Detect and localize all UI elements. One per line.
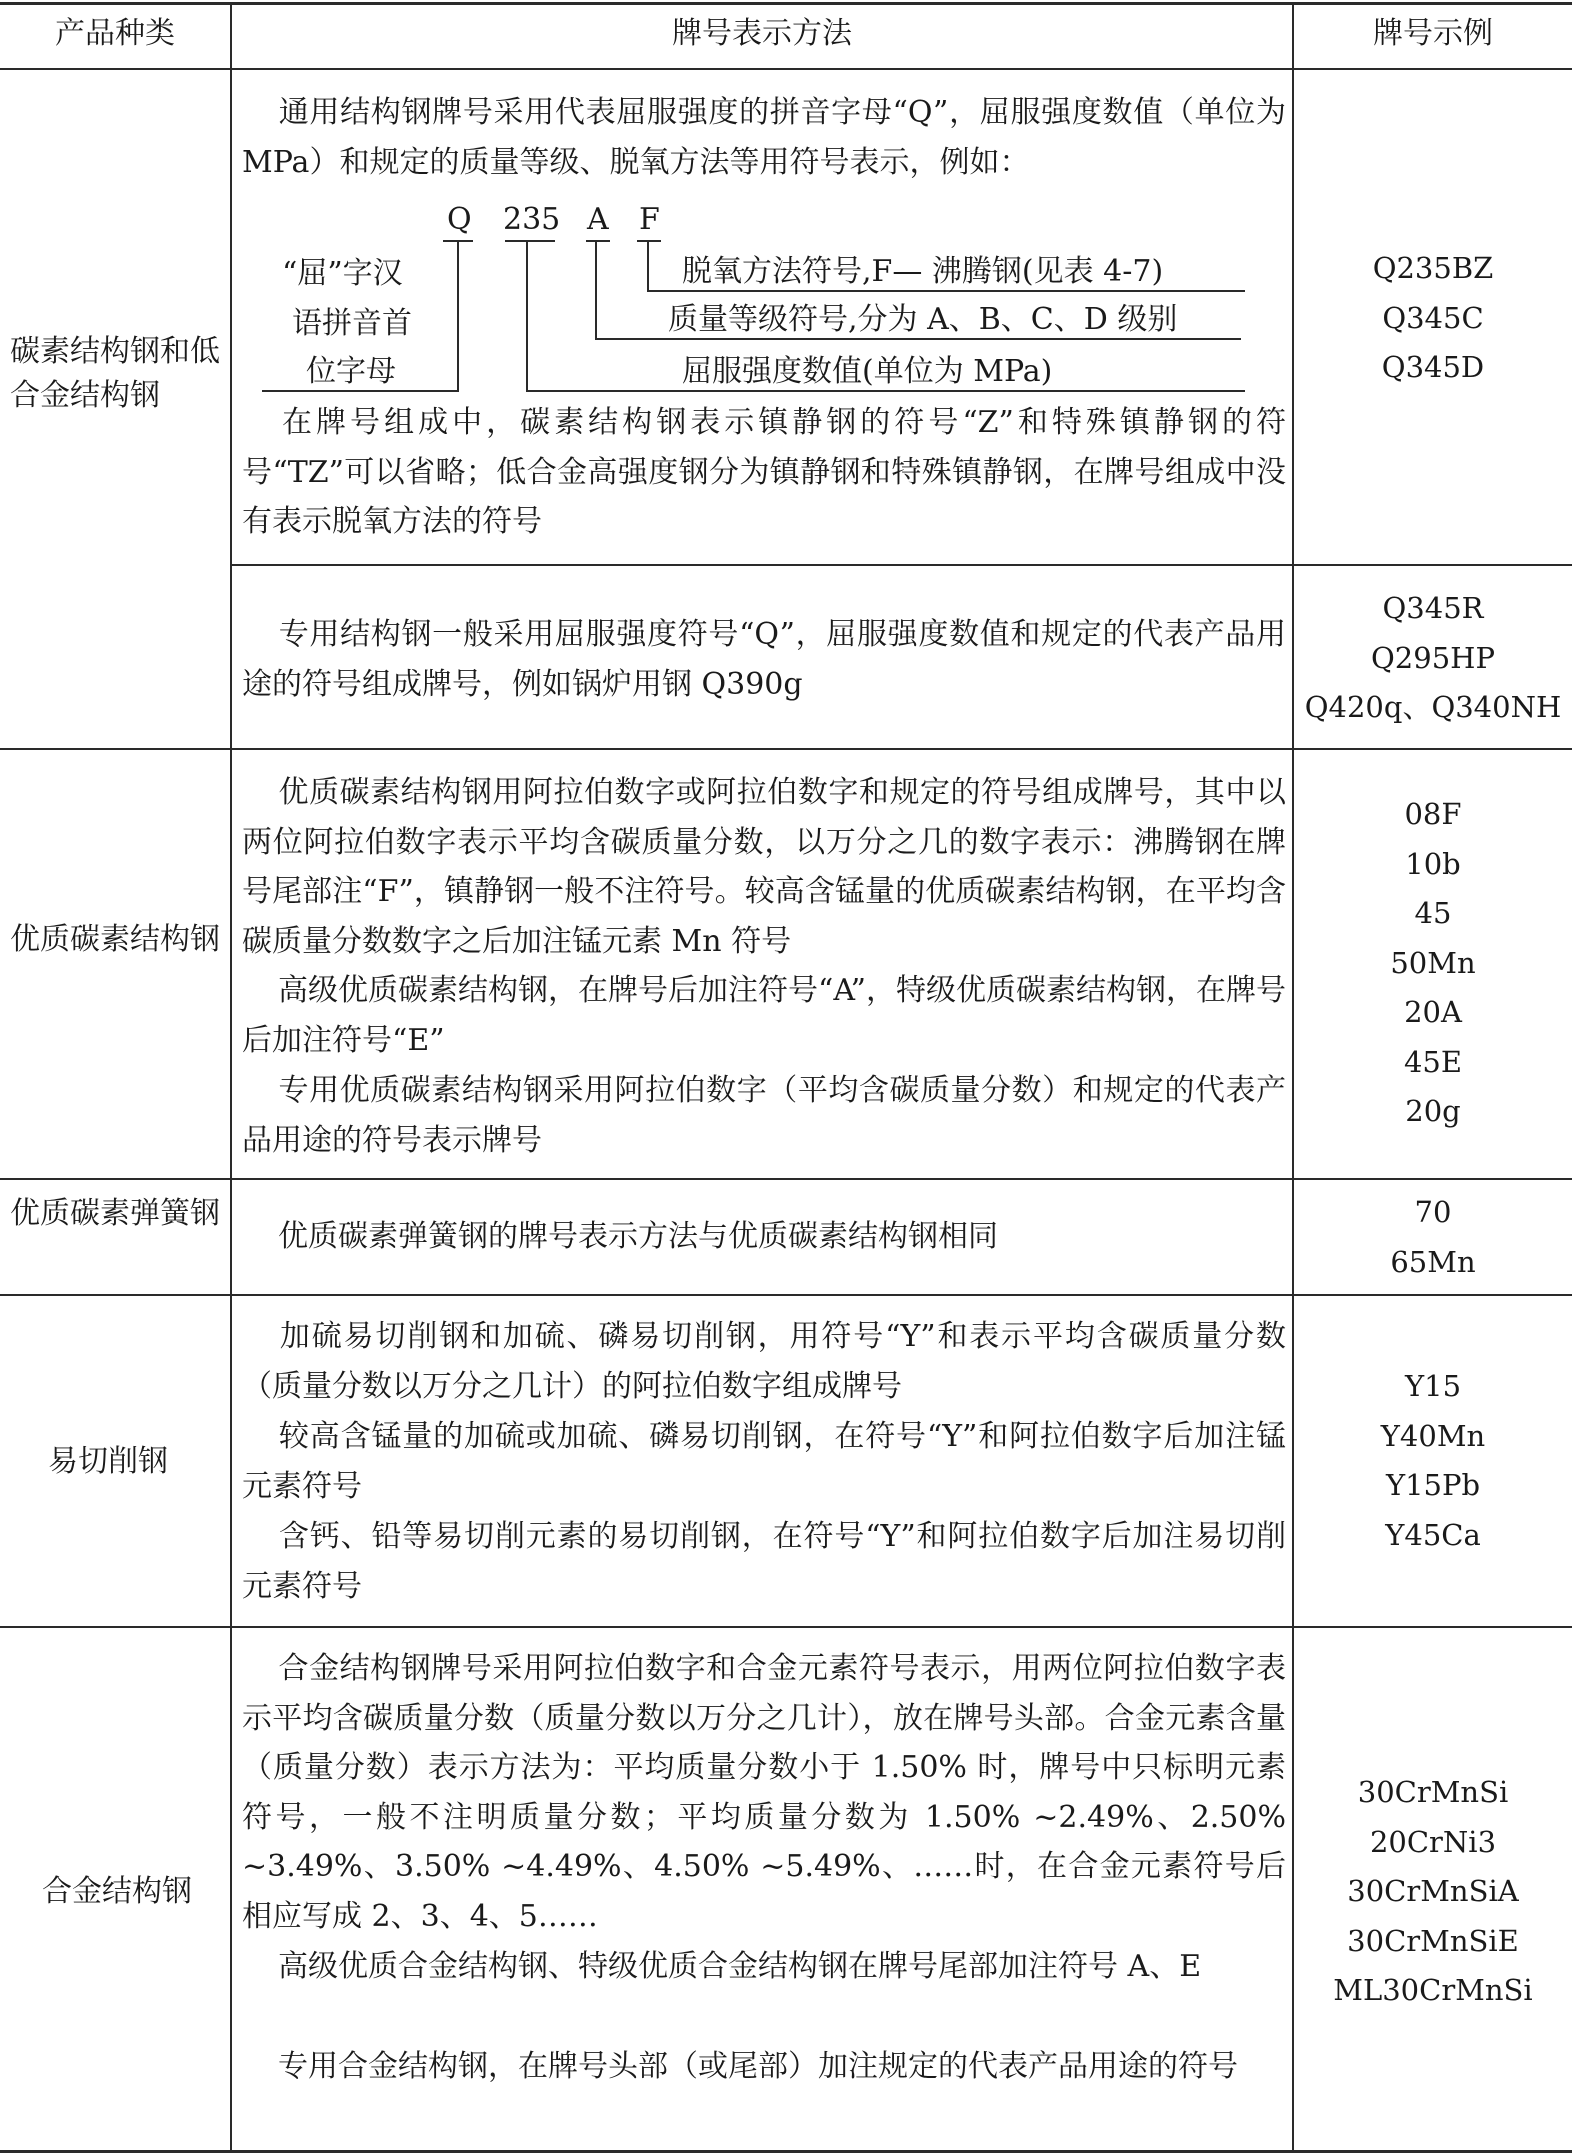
example-grade: 30CrMnSi — [1357, 1775, 1509, 1809]
leader-f — [647, 240, 649, 290]
example-grade: Q420q、Q340NH — [1304, 690, 1562, 724]
example-grade: 30CrMnSiA — [1347, 1874, 1519, 1908]
paragraph: 优质碳素结构钢用阿拉伯数字或阿拉伯数字和规定的符号组成牌号，其中以两位阿拉伯数字表示平均含碳质量分数，以万分之几的数字表示：沸腾钢在牌号尾部注“F”，镇静钢一般不注符号。较高含锰量的优质碳素结构钢，在平均含碳质量分数数字之后加注锰元素 Mn 符号 — [242, 775, 1286, 959]
example-grade: 65Mn — [1390, 1244, 1476, 1279]
category-free-cutting: 易切削钢 — [48, 1444, 168, 1479]
example-grade: Q235BZ — [1372, 251, 1494, 285]
paragraph: 专用合金结构钢，在牌号头部（或尾部）加注规定的代表产品用途的符号 — [278, 2049, 1238, 2084]
examples-row1a — [1294, 244, 1572, 393]
diagram-part-a: A — [587, 202, 609, 237]
example-grade: Q345R — [1382, 591, 1484, 625]
category-spring: 优质碳素弹簧钢 — [10, 1196, 220, 1231]
leader-a — [595, 240, 597, 338]
example-grade: 20A — [1404, 995, 1462, 1029]
paragraph: 高级优质碳素结构钢，在牌号后加注符号“A”，特级优质碳素结构钢，在牌号后加注符号“E” — [242, 973, 1286, 1058]
example-grade: 10b — [1405, 846, 1461, 881]
category-carbon-low-alloy: 碳素结构钢和低合金结构钢 — [10, 334, 220, 413]
example-grade: Q345C — [1382, 300, 1484, 335]
header-bottom-rule — [0, 68, 1572, 70]
label-yield-strength: 屈服强度数值(单位为 MPa) — [682, 354, 1053, 389]
table-bottom-rule — [0, 2150, 1572, 2153]
example-grade: 50Mn — [1390, 945, 1476, 980]
example-grade: 70 — [1414, 1195, 1452, 1229]
example-grade: ML30CrMnSi — [1333, 1973, 1533, 2007]
example-grade: Y45Ca — [1385, 1517, 1481, 1552]
paragraph: 加硫易切削钢和加硫、磷易切削钢，用符号“Y”和表示平均含碳质量分数（质量分数以万分之几计）的阿拉伯数字组成牌号 — [242, 1319, 1286, 1404]
underline-235 — [505, 240, 555, 242]
left-label-2: 语拼音首 — [292, 306, 412, 341]
example-grade: Y15 — [1404, 1369, 1462, 1403]
example-grade: Y40Mn — [1380, 1418, 1486, 1453]
example-grade: Y15Pb — [1385, 1468, 1481, 1502]
example-grade: 45 — [1414, 896, 1452, 930]
examples-row3 — [1294, 1188, 1572, 1287]
label-quality-grade: 质量等级符号,分为 A、B、C、D 级别 — [668, 302, 1178, 337]
row3-bottom-rule — [0, 1294, 1572, 1296]
paragraph: 优质碳素弹簧钢的牌号表示方法与优质碳素结构钢相同 — [278, 1219, 998, 1254]
paragraph: 高级优质合金结构钢、特级优质合金结构钢在牌号尾部加注符号 A、E — [278, 1949, 1202, 1984]
row4-bottom-rule — [0, 1626, 1572, 1628]
header-grade-example: 牌号示例 — [1373, 16, 1493, 51]
row1-sub-rule — [230, 564, 1572, 566]
row2-bottom-rule — [0, 1178, 1572, 1180]
paragraph: 通用结构钢牌号采用代表屈服强度的拼音字母“Q”，屈服强度数值（单位为 MPa）和规定的质量等级、脱氧方法等用符号表示，例如： — [242, 95, 1286, 180]
left-label-1: “屈”字汉 — [282, 256, 403, 291]
examples-row2 — [1294, 790, 1572, 1137]
examples-row5 — [1294, 1768, 1572, 2016]
example-grade: 08F — [1404, 797, 1462, 831]
paragraph: 含钙、铅等易切削元素的易切削钢，在符号“Y”和阿拉伯数字后加注易切削元素符号 — [242, 1519, 1286, 1604]
underline-a — [586, 240, 610, 242]
paragraph: 合金结构钢牌号采用阿拉伯数字和合金元素符号表示，用两位阿拉伯数字表示平均含碳质量分数（质量分数以万分之几计），放在牌号头部。合金元素含量（质量分数）表示方法为：平均质量分数小于 1.50% 时，牌号中只标明元素符号，一般不注明质量分数；平均质量分数为 1.50% ~2.49%、2.50% ~3.49%、3.50% ~4.49%、4.50% ~5.49%、……时，在合金元素符号后相应写成 2、3、4、5…… — [242, 1651, 1286, 1934]
row1-bottom-rule — [0, 748, 1572, 750]
left-label-3: 位字母 — [306, 354, 396, 389]
example-grade: 20CrNi3 — [1369, 1824, 1497, 1859]
example-grade: Q345D — [1381, 350, 1485, 384]
leader-q — [457, 240, 459, 392]
category-alloy-structural: 合金结构钢 — [42, 1874, 192, 1909]
example-grade: 20g — [1405, 1094, 1461, 1128]
leader-235 — [526, 240, 528, 390]
examples-row4 — [1294, 1362, 1572, 1560]
paragraph: 专用优质碳素结构钢采用阿拉伯数字（平均含碳质量分数）和规定的代表产品用途的符号表示牌号 — [242, 1073, 1286, 1158]
example-grade: Q295HP — [1371, 640, 1495, 675]
example-grade: 30CrMnSiE — [1347, 1923, 1519, 1958]
paragraph: 专用结构钢一般采用屈服强度符号“Q”，屈服强度数值和规定的代表产品用途的符号组成牌号，例如锅炉用钢 Q390g — [242, 617, 1286, 702]
category-quality-carbon: 优质碳素结构钢 — [10, 922, 220, 957]
diagram-part-q: Q — [447, 202, 472, 237]
underline-f — [637, 240, 661, 242]
table-top-rule — [0, 2, 1572, 5]
examples-row1b — [1294, 584, 1572, 733]
diagram-part-235: 235 — [503, 202, 561, 237]
header-grade-method: 牌号表示方法 — [672, 16, 852, 51]
paragraph: 较高含锰量的加硫或加硫、磷易切削钢，在符号“Y”和阿拉伯数字后加注锰元素符号 — [242, 1419, 1286, 1504]
header-product-type: 产品种类 — [55, 16, 175, 51]
label-deoxidation: 脱氧方法符号,F— 沸腾钢(见表 4-7) — [682, 254, 1164, 289]
col-divider-1 — [230, 2, 232, 2152]
paragraph: 在牌号组成中，碳素结构钢表示镇静钢的符号“Z”和特殊镇静钢的符号“TZ”可以省略；低合金高强度钢分为镇静钢和特殊镇静钢，在牌号组成中没有表示脱氧方法的符号 — [242, 405, 1286, 539]
diagram-part-f: F — [639, 202, 660, 237]
example-grade: 45E — [1403, 1044, 1463, 1079]
